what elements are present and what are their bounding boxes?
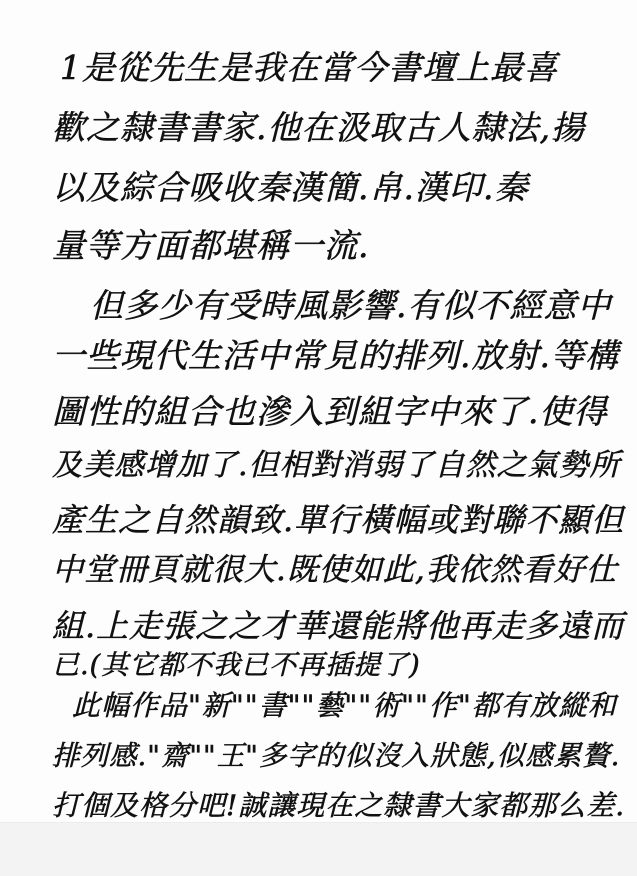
manuscript-line-7: 圖性的組合也滲入到組字中來了.使得 bbox=[52, 392, 608, 431]
manuscript-line-6: 一些現代生活中常見的排列.放射.等構 bbox=[52, 336, 619, 375]
manuscript-line-8: 及美感增加了.但相對消弱了自然之氣勢所 bbox=[52, 448, 621, 483]
manuscript-line-11: 組.上走張之之才華還能將他再走多遠而 bbox=[52, 607, 625, 645]
scan-bottom-margin bbox=[0, 822, 637, 876]
manuscript-line-15: 打個及格分吧!誠讓現在之隸書大家都那么差. bbox=[52, 789, 626, 822]
manuscript-line-1: 1是從先生是我在當今書壇上最喜 bbox=[60, 48, 558, 87]
manuscript-line-14: 排列感."齋""王"多字的似沒入狀態,似感累贅. bbox=[52, 740, 621, 772]
manuscript-line-2: 歡之隸書書家.他在汲取古人隸法,揚 bbox=[52, 108, 585, 147]
manuscript-line-10: 中堂冊頁就很大.既使如此,我依然看好仕 bbox=[52, 552, 618, 588]
manuscript-line-3: 以及綜合吸收秦漢簡.帛.漢印.秦 bbox=[52, 168, 529, 207]
manuscript-line-9: 產生之自然韻致.單行橫幅或對聯不顯但 bbox=[52, 501, 625, 539]
manuscript-line-5: 但多少有受時風影響.有似不經意中 bbox=[90, 286, 612, 325]
manuscript-line-12: 已.(其它都不我已不再插提了) bbox=[52, 650, 421, 681]
manuscript-line-13: 此幅作品"新""書""藝""術""作"都有放縱和 bbox=[72, 689, 617, 722]
manuscript-line-4: 量等方面都堪稱一流. bbox=[52, 226, 370, 265]
